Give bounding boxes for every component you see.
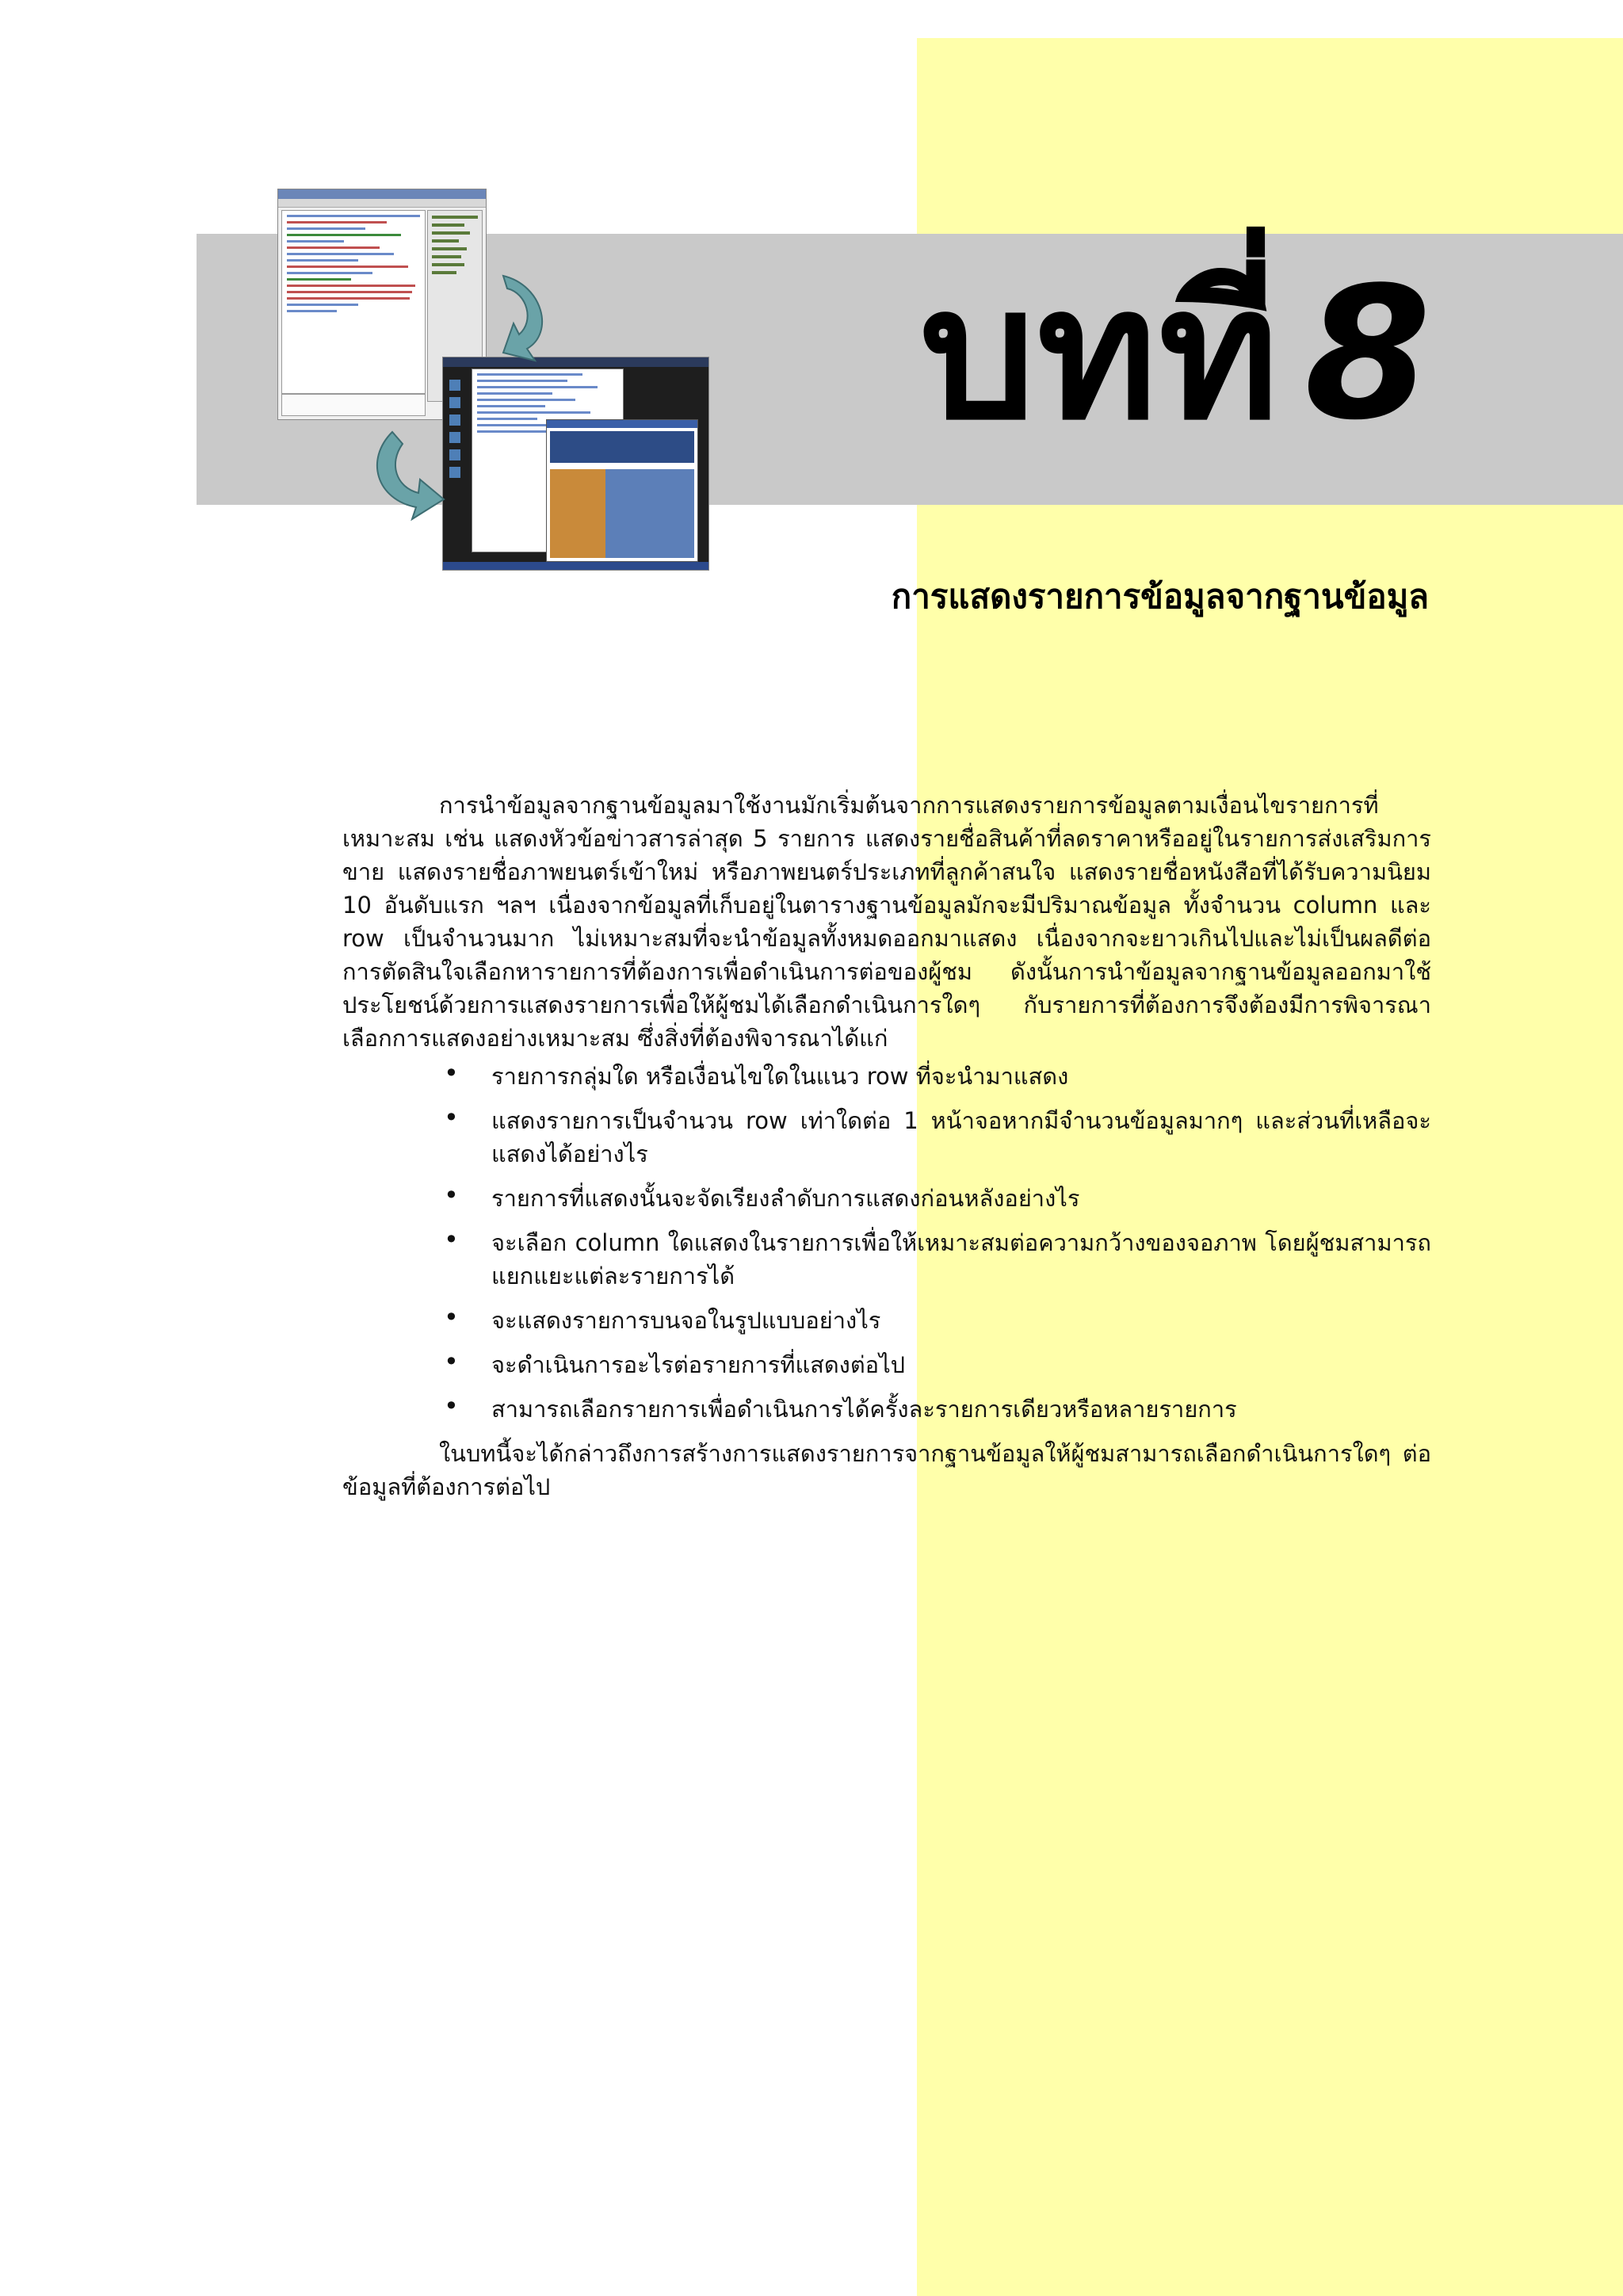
chapter-number: 8 (1304, 249, 1433, 460)
chapter-title (919, 249, 1433, 460)
consideration-list (342, 1060, 1431, 1426)
list-item: • จะเลือก column ใดแสดงในรายการเพื่อให้เหมาะสมต่อความกว้างของจอภาพ โดยผู้ชมสามารถแยกแยะแต่ละรายการได้ (491, 1226, 1431, 1293)
intro-paragraph: การนำข้อมูลจากฐานข้อมูลมาใช้งานมักเริ่มต้นจากการแสดงรายการข้อมูลตามเงื่อนไขรายการที่เหมาะสม เช่น แสดงหัวข้อข่าวสารล่าสุด 5 รายการ แสดงรายชื่อสินค้าที่ลดราคาหรืออยู่ในรายการส่งเสริมการขาย แสดงรายชื่อภาพยนตร์เข้าใหม่ หรือภาพยนตร์ประเภทที่ลูกค้าสนใจ แสดงรายชื่อหนังสือที่ได้รับความนิยม 10 อันดับแรก ฯลฯ เนื่องจากข้อมูลที่เก็บอยู่ในตารางฐานข้อมูลมักจะมีปริมาณข้อมูล ทั้งจำนวน column และ row เป็นจำนวนมาก ไม่เหมาะสมที่จะนำข้อมูลทั้งหมดออกมาแสดง เนื่องจากจะยาวเกินไปและไม่เป็นผลดีต่อการตัดสินใจเลือกหารายการที่ต้องการเพื่อดำเนินการต่อของผู้ชม ดังนั้นการนำข้อมูลจากฐานข้อมูลออกมาใช้ประโยชน์ด้วยการแสดงรายการเพื่อให้ผู้ชมได้เลือกดำเนินการใดๆ กับรายการที่ต้องการจึงต้องมีการพิจารณาเลือกการแสดงอย่างเหมาะสม ซึ่งสิ่งที่ต้องพิจารณาได้แก่ (342, 792, 1431, 1052)
cycle-arrows-icon (357, 262, 563, 523)
list-item: • แสดงรายการเป็นจำนวน row เท่าใดต่อ 1 หน้าจอหากมีจำนวนข้อมูลมากๆ และส่วนที่เหลือจะแสดงได้อย่างไร (491, 1104, 1431, 1171)
list-item: • จะแสดงรายการบนจอในรูปแบบอย่างไร (491, 1304, 1431, 1337)
list-item: • รายการที่แสดงนั้นจะจัดเรียงลำดับการแสดงก่อนหลังอย่างไร (491, 1182, 1431, 1215)
chapter-body (342, 789, 1431, 1503)
list-item: • สามารถเลือกรายการเพื่อดำเนินการได้ครั้งละรายการเดียวหรือหลายรายการ (491, 1392, 1431, 1426)
chapter-word: บทที่ (919, 249, 1281, 460)
list-item: • จะดำเนินการอะไรต่อรายการที่แสดงต่อไป (491, 1348, 1431, 1381)
closing-paragraph: ในบทนี้จะได้กล่าวถึงการสร้างการแสดงรายการจากฐานข้อมูลให้ผู้ชมสามารถเลือกดำเนินการใดๆ ต่อข้อมูลที่ต้องการต่อไป (342, 1440, 1431, 1500)
chapter-subtitle: การแสดงรายการข้อมูลจากฐานข้อมูล (891, 577, 1429, 616)
list-item: • รายการกลุ่มใด หรือเงื่อนไขใดในแนว row ที่จะนำมาแสดง (491, 1060, 1431, 1093)
